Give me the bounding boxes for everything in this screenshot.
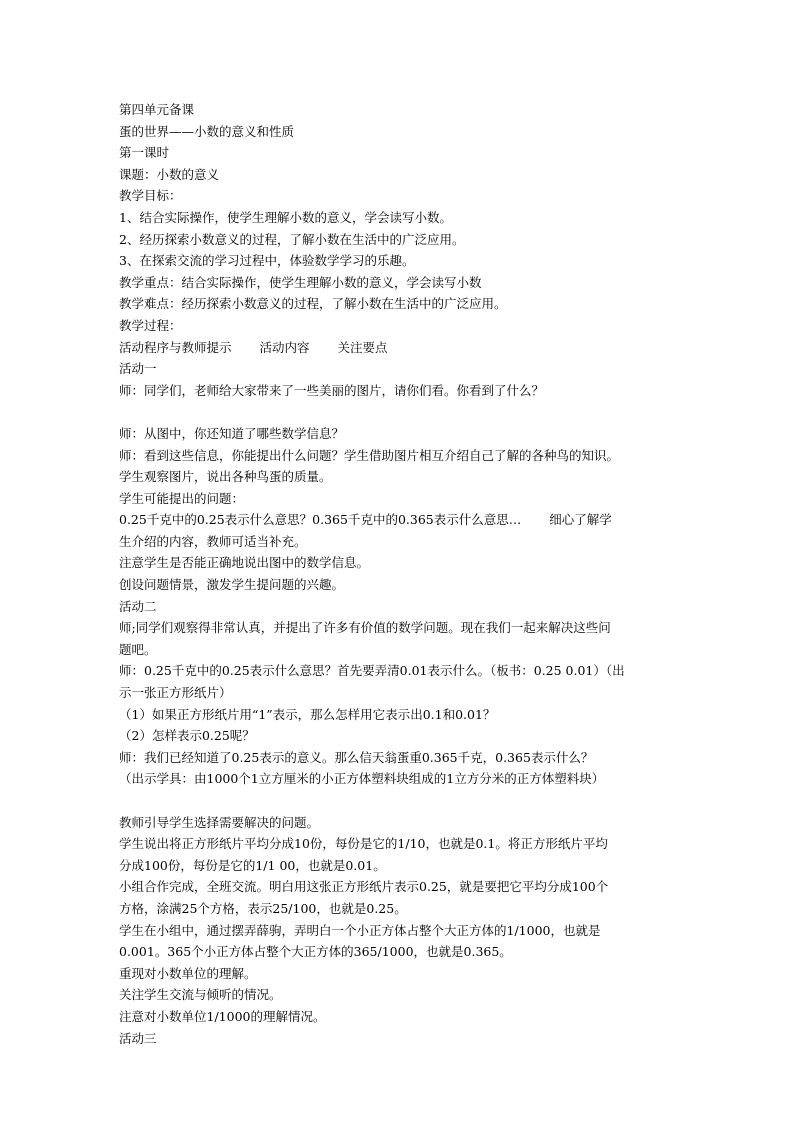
unit-title: 第四单元备课 [119, 102, 195, 117]
objective-3: 3、在探索交流的学习过程中，体验数学学习的乐趣。 [119, 253, 415, 269]
activity-2-heading: 活动二 [119, 598, 157, 614]
blank-line [119, 790, 719, 812]
text-line: 师：同学们，老师给大家带来了一些美丽的图片，请你们看。你看到了什么？ [119, 382, 545, 398]
difficult-points: 教学难点：经历探索小数意义的过程，了解小数在生活中的广泛应用。 [119, 296, 507, 312]
text-line: 师：我们已经知道了0.25表示的意义。那么信天翁蛋重0.365千克，0.365表示什么？ [119, 749, 594, 765]
text-line: 题吧。 [119, 641, 157, 657]
question-text: 0.25千克中的0.25表示什么意思？0.365千克中的0.365表示什么意思… [119, 512, 522, 528]
text-line: 示一张正方形纸片） [119, 685, 232, 701]
objective-2: 2、经历探索小数意义的过程，了解小数在生活中的广泛应用。 [119, 231, 465, 247]
text-line: 学生在小组中，通过摆弄薛驹，弄明白一个小正方体占整个大正方体的1/1000，也就是 [119, 922, 601, 938]
process-heading: 教学过程： [119, 317, 182, 333]
column-header-2: 活动内容 [259, 339, 310, 355]
text-line: 方格，涂满25个方格，表示25/100，也就是0.25。 [119, 900, 407, 916]
text-line: 学生观察图片，说出各种鸟蛋的质量。 [119, 469, 332, 485]
text-line: 分成100份，每份是它的1/1 00，也就是0.01。 [119, 857, 386, 873]
text-line: 小组合作完成，全班交流。明白用这张正方形纸片表示0.25，就是要把它平均分成100个 [119, 879, 609, 895]
text-line: 0.001。365个小正方体占整个大正方体的365/1000，也就是0.365。 [119, 944, 512, 960]
column-header-1: 活动程序与教师提示 [119, 339, 232, 355]
text-line: 师：看到这些信息，你能提出什么问题？学生借助图片相互介绍自己了解的各种鸟的知识。 [119, 447, 620, 463]
text-line: 教师引导学生选择需要解决的问题。 [119, 814, 320, 830]
text-line: 生介绍的内容，教师可适当补充。 [119, 533, 307, 549]
text-line: 学生说出将正方形纸片平均分成10份，每份是它的1/10，也就是0.1。将正方形纸片平均 [119, 836, 608, 852]
note-text: 细心了解学 [549, 512, 612, 528]
lesson-number: 第一课时 [119, 145, 170, 161]
objective-1: 1、结合实际操作，使学生理解小数的意义，学会读写小数。 [119, 209, 452, 225]
objectives-heading: 教学目标： [119, 188, 182, 204]
document-body [119, 99, 719, 1049]
text-line: 学生可能提出的问题： [119, 490, 245, 506]
text-line: （出示学具：由1000个1立方厘米的小正方体塑料块组成的1立方分米的正方体塑料块） [119, 771, 605, 787]
column-headers [119, 337, 719, 359]
text-line: 重现对小数单位的理解。 [119, 965, 257, 981]
text-line: 创设问题情景，激发学生提问题的兴趣。 [119, 577, 345, 593]
question-line [119, 509, 719, 531]
column-header-3: 关注要点 [337, 339, 388, 355]
text-line: 注意对小数单位1/1000的理解情况。 [119, 1008, 326, 1024]
text-line: （2）怎样表示0.25呢？ [119, 728, 255, 744]
text-line: 关注学生交流与倾听的情况。 [119, 987, 282, 1003]
text-line: 注意学生是否能正确地说出图中的数学信息。 [119, 555, 370, 571]
lesson-subtitle: 蛋的世界——小数的意义和性质 [119, 123, 295, 139]
text-line: 师：0.25千克中的0.25表示什么意思？首先要弄清0.01表示什么。（板书：0.25 0.01）（出 [119, 663, 625, 679]
blank-line [119, 401, 719, 423]
activity-1-heading: 活动一 [119, 361, 157, 377]
text-line: （1）如果正方形纸片用“1”表示，那么怎样用它表示出0.1和0.01？ [119, 706, 496, 722]
activity-3-heading: 活动三 [119, 1030, 157, 1046]
text-line: 师;同学们观察得非常认真，并提出了许多有价值的数学问题。现在我们一起来解决这些问 [119, 620, 611, 636]
key-points: 教学重点：结合实际操作，使学生理解小数的意义，学会读写小数 [119, 274, 482, 290]
lesson-topic: 课题：小数的意义 [119, 166, 220, 182]
text-line: 师：从图中，你还知道了哪些数学信息？ [119, 425, 345, 441]
